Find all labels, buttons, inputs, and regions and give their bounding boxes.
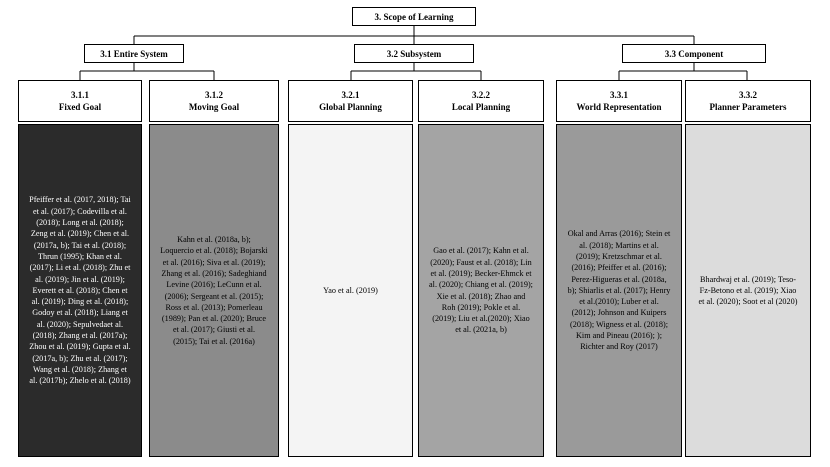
- category-header-fixed-goal: [18, 80, 142, 122]
- citation-list: Bhardwaj et al. (2019); Teso-Fz-Betono et al. (2019); Xiao et al. (2020); Soot et al (2020): [698, 274, 798, 307]
- category-header-moving-goal: [149, 80, 279, 122]
- category-content-moving-goal: [149, 124, 279, 457]
- root-node: [352, 7, 476, 26]
- category-header-local-planning: [418, 80, 544, 122]
- citation-list: Okal and Arras (2016); Stein et al. (2018); Martins et al. (2019); Kretzschmar et al. (2016); Pfeiffer et al. (2016); Perez-Higueras et al. (2018a, b); Shiarlis et al. (2017); Henry et al.(2010); Luber et al. (2012); Johnson and Kuipers (2018); Wigness et al. (2018); Kim and Pineau (2016); ); Richter and Roy (2017): [567, 229, 671, 352]
- group-label: 3.2 Subsystem: [386, 48, 442, 59]
- group-entire-system: [84, 44, 184, 63]
- category-title: World Representation: [576, 102, 662, 112]
- category-header-world-representation: [556, 80, 682, 122]
- category-header-global-planning: [288, 80, 413, 122]
- category-title: Planner Parameters: [709, 102, 787, 112]
- category-content-local-planning: [418, 124, 544, 457]
- category-content-global-planning: [288, 124, 413, 457]
- category-title: Fixed Goal: [58, 102, 102, 112]
- category-title: Moving Goal: [188, 102, 240, 112]
- citation-list: Gao et al. (2017); Kahn et al. (2020); Faust et al. (2018); Lin et al. (2019); Becker-Ehmck et al. (2020); Chiang et al. (2019); Xie et al. (2018); Zhao and Roh (2019); Pokle et al. (2019); Liu et al.(2020); Xiao et al. (2021a, b): [429, 246, 533, 335]
- category-number: 3.2.2: [472, 90, 490, 100]
- group-component: [622, 44, 766, 63]
- group-label: 3.1 Entire System: [100, 48, 168, 59]
- category-title: Global Planning: [319, 102, 382, 112]
- category-content-world-representation: [556, 124, 682, 457]
- citation-list: Pfeiffer et al. (2017, 2018); Tai et al. (2017); Codevilla et al. (2018); Long et al. (2018); Zeng et al. (2019); Chen et al. (2017a, b); Tai et al. (2018); Thrun (1995); Khan et al. (2017); Li et al. (2018); Zhu et al. (2019); Jin et al. (2019); Everett et al. (2018); Chen et al. (2019); Ding et al. (2018); Godoy et al. (2018); Liang et al. (2020); Sepulvedaet al. (2018); Zhang et al. (2017a); Zhou et al. (2019); Gupta et al. (2017a, b); Zhu et al. (2017); Wang et al. (2018); Zhang et al. (2017b); Zhelo et al. (2018): [29, 195, 131, 386]
- category-number: 3.2.1: [341, 90, 360, 100]
- citation-list: Yao et al. (2019): [323, 285, 378, 295]
- category-content-planner-parameters: [685, 124, 811, 457]
- group-subsystem: [354, 44, 474, 63]
- category-number: 3.1.1: [71, 90, 89, 100]
- category-title: Local Planning: [451, 102, 511, 112]
- category-header-planner-parameters: [685, 80, 811, 122]
- citation-list: Kahn et al. (2018a, b); Loquercio et al. (2018); Bojarski et al. (2016); Siva et al. (2019); Zhang et al. (2016); Sadeghiand Levine (2016); LeCunn et al. (2006); Sergeant et al. (2015); Ross et al. (2013); Pomerleau (1989); Pan et al. (2020); Bruce et al. (2017); Giusti et al. (2015); Tai et al. (2016a): [160, 235, 268, 346]
- category-number: 3.3.2: [739, 90, 757, 100]
- category-number: 3.3.1: [610, 90, 628, 100]
- root-label: 3. Scope of Learning: [374, 11, 454, 22]
- category-number: 3.1.2: [205, 90, 223, 100]
- group-label: 3.3 Component: [664, 48, 724, 59]
- category-content-fixed-goal: [18, 124, 142, 457]
